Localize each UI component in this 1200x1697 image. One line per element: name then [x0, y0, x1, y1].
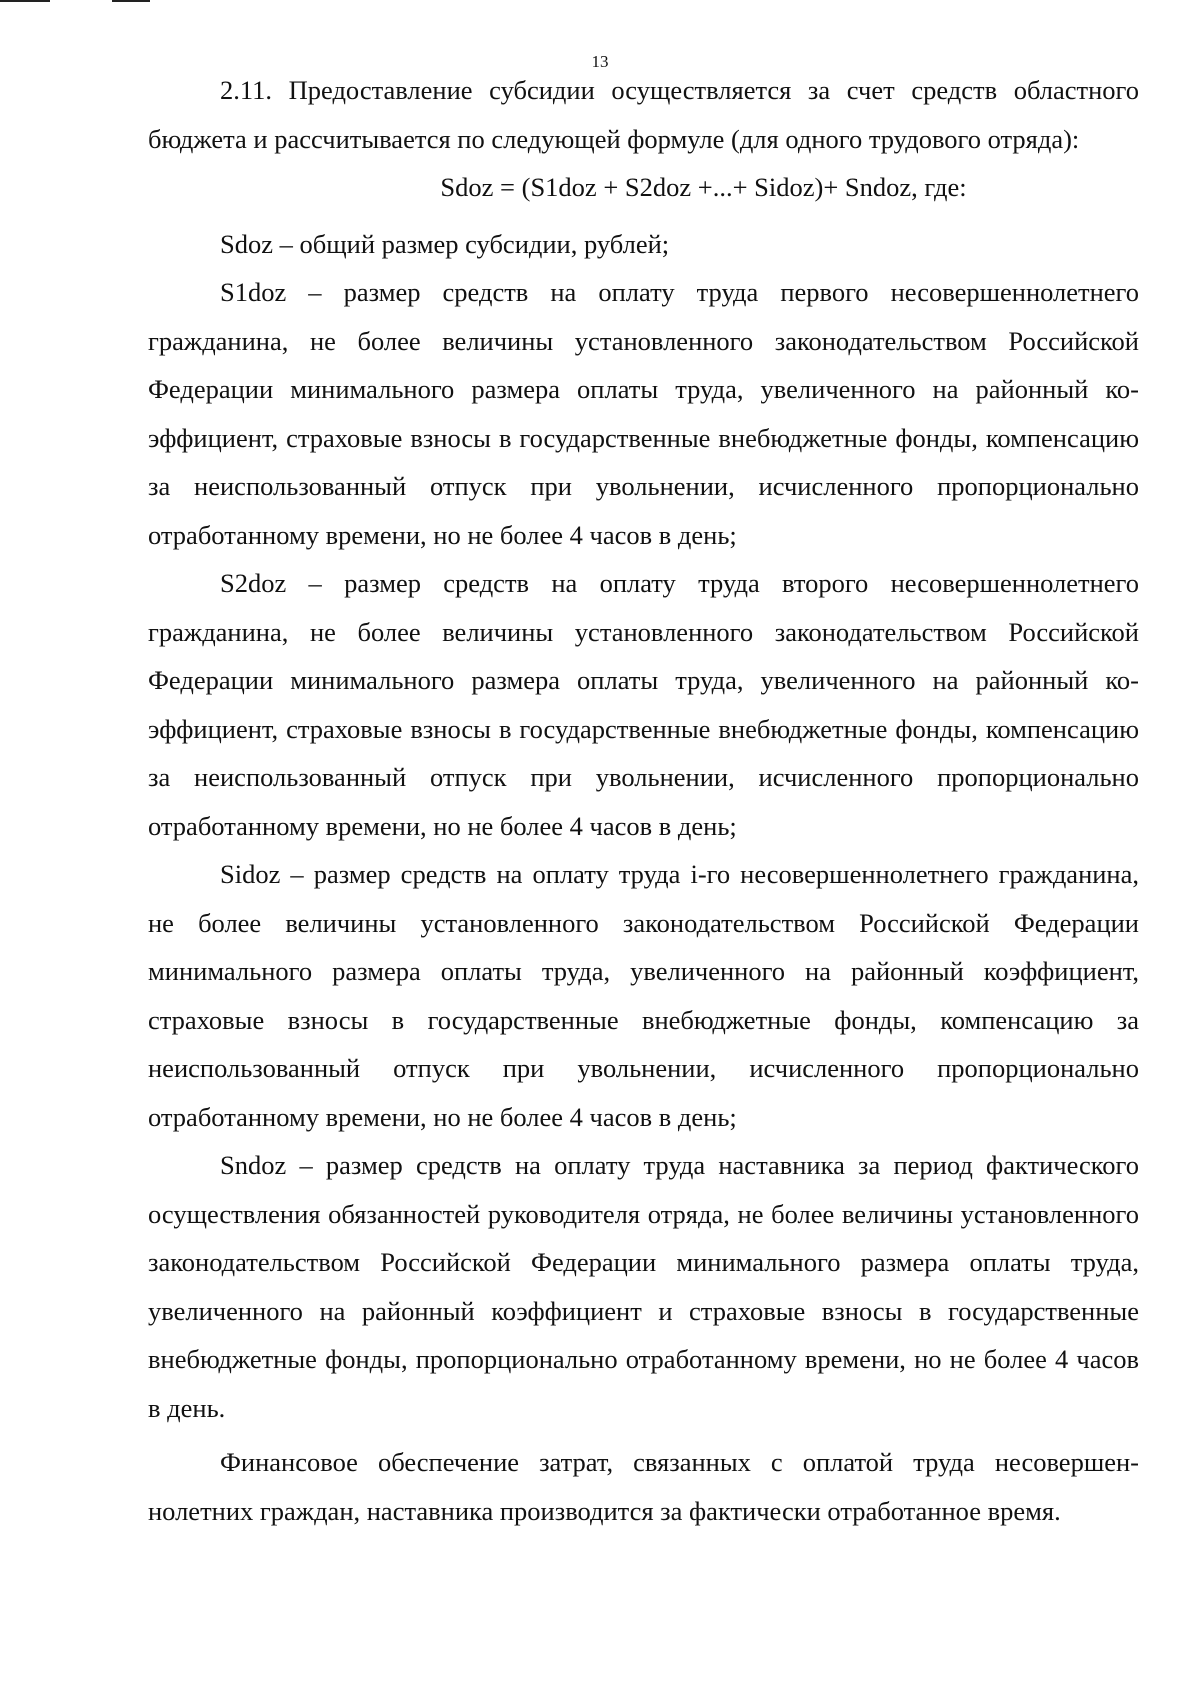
- subsidy-formula: Sdoz = (S1doz + S2doz +...+ Sidoz)+ Sndoz, где:: [440, 172, 967, 202]
- paragraph-financing: Финансовое обеспечение затрат, связанных с оплатой труда несовершеннолетних граждан, наставника производится за фактически отработанное время.: [148, 1447, 1139, 1526]
- formula-term-sndoz: Sndoz – размер средств на оплату труда наставника за период фактического осуществления обязанностей руководителя отряда, не более величины установленного законодательством Российской Федерации минимального размера оплаты труда, увеличенного на районный коэффициент и страховые взносы в государственные внебюджетные фонды, пропорционально отработанному времени, но не более 4 часов в день.: [148, 1150, 1139, 1423]
- scan-edge-mark: [0, 0, 50, 2]
- scan-edge-mark: [112, 0, 150, 2]
- formula-term-sidoz: Sidoz – размер средств на оплату труда i-го несовершеннолетнего гражданина, не более величины установленного законодательством Российской Федерации минимального размера оплаты труда, увеличенного на районный коэффициент, страховые взносы в государственные внебюджетные фонды, компенсацию за неиспользованный отпуск при увольнении, исчисленного пропорционально отработанному времени, но не более 4 часов в день;: [148, 859, 1139, 1132]
- formula-term-sdoz: Sdoz – общий размер субсидии, рублей;: [220, 228, 670, 259]
- paragraph-2-11: 2.11. Предоставление субсидии осуществляется за счет средств областного бюджета и рассчитывается по следующей формуле (для одного трудового отряда):: [148, 75, 1139, 154]
- page-number: 13: [591, 52, 609, 71]
- formula-term-s1doz: S1doz – размер средств на оплату труда первого несовершеннолетнего гражданина, не более величины установленного законодательством Российской Федерации минимального размера оплаты труда, увеличенного на районный коэффициент, страховые взносы в государственные внебюджетные фонды, компенсацию за неиспользованный отпуск при увольнении, исчисленного пропорционально отработанному времени, но не более 4 часов в день;: [148, 277, 1139, 550]
- formula-term-s2doz: S2doz – размер средств на оплату труда второго несовершеннолетнего гражданина, не более величины установленного законодательством Российской Федерации минимального размера оплаты труда, увеличенного на районный коэффициент, страховые взносы в государственные внебюджетные фонды, компенсацию за неиспользованный отпуск при увольнении, исчисленного пропорционально отработанному времени, но не более 4 часов в день;: [148, 568, 1139, 841]
- document-body: [148, 66, 1139, 1535]
